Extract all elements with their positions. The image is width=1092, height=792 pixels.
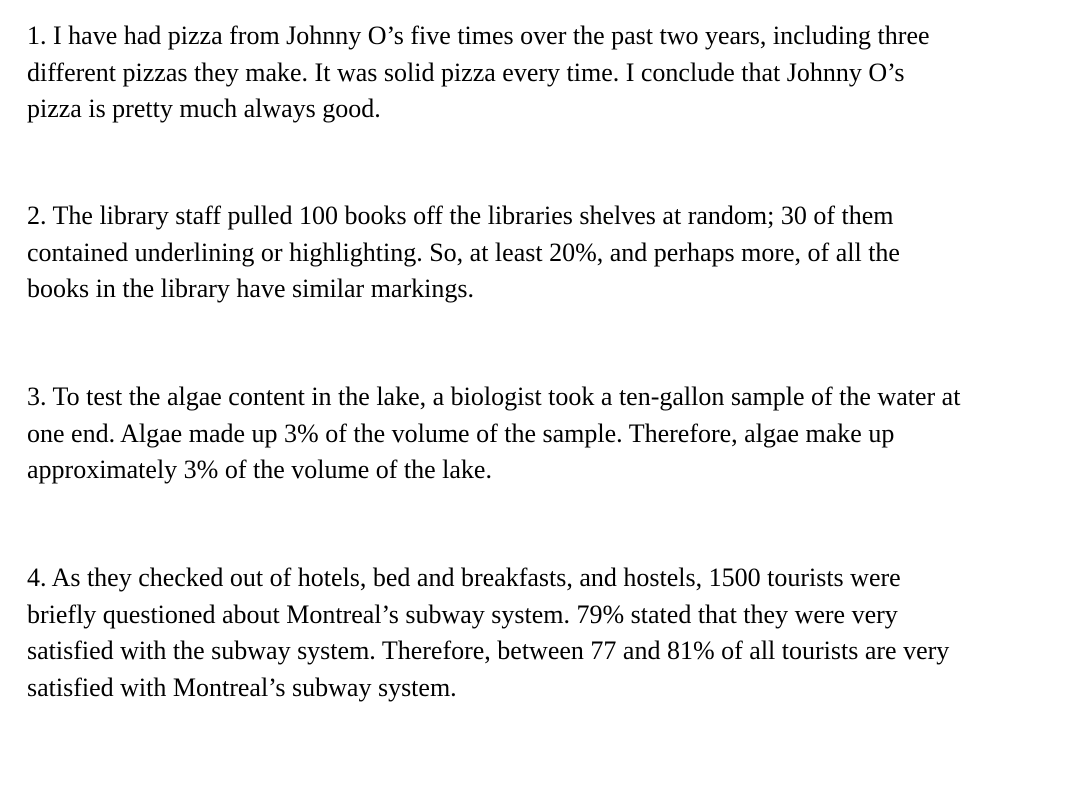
paragraph-line: briefly questioned about Montreal’s subway system. 79% stated that they were very: [27, 599, 898, 629]
argument-paragraph-3: [27, 379, 1072, 489]
paragraph-line: 3. To test the algae content in the lake, a biologist took a ten-gallon sample of the water at: [27, 382, 961, 411]
paragraph-line: approximately 3% of the volume of the lake.: [27, 455, 492, 484]
argument-paragraph-2: [27, 198, 1072, 308]
argument-paragraph-4: [27, 560, 1072, 706]
paragraph-line: contained underlining or highlighting. So, at least 20%, and perhaps more, of all the: [27, 237, 900, 267]
paragraph-line: books in the library have similar markings.: [27, 274, 474, 303]
paragraph-line: pizza is pretty much always good.: [27, 94, 381, 123]
argument-paragraph-1: [27, 18, 1072, 128]
paragraph-line: different pizzas they make. It was solid pizza every time. I conclude that Johnny O’s: [27, 57, 905, 87]
paragraph-line: satisfied with the subway system. Therefore, between 77 and 81% of all tourists are very: [27, 636, 950, 665]
paragraph-line: one end. Algae made up 3% of the volume of the sample. Therefore, algae make up: [27, 418, 895, 448]
paragraph-line: 2. The library staff pulled 100 books off the libraries shelves at random; 30 of them: [27, 201, 894, 230]
paragraph-line: 4. As they checked out of hotels, bed and breakfasts, and hostels, 1500 tourists were: [27, 563, 901, 592]
paragraph-line: 1. I have had pizza from Johnny O’s five times over the past two years, including three: [27, 21, 930, 50]
paragraph-line: satisfied with Montreal’s subway system.: [27, 672, 457, 702]
